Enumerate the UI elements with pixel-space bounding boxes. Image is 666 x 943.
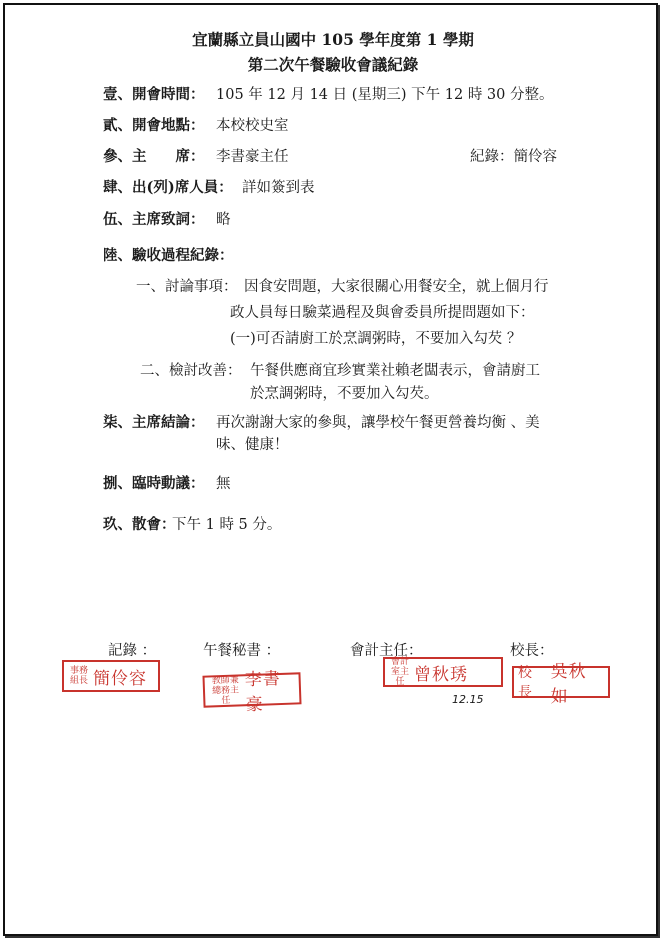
sign-recorder-label: 記錄 ： xyxy=(108,643,157,659)
stamp-secretary-title: 教師兼總務主任 xyxy=(211,675,240,707)
item-6-sub2-label: 二、檢討改善： xyxy=(140,363,242,379)
item-1-label: 壹、開會時間： xyxy=(103,86,205,103)
item-5-value: 略 xyxy=(216,212,231,228)
stamp-principal-title: 校長 xyxy=(518,665,533,701)
item-6-sub1-label: 一、討論事項： xyxy=(136,279,238,295)
item-6-label: 陸、驗收過程紀錄： xyxy=(103,247,234,264)
item-6-sub1-line2: 政人員每日驗菜過程及與會委員所提問題如下： xyxy=(230,305,535,321)
stamp-secretary-name: 李書豪 xyxy=(244,668,282,716)
item-4-value: 詳如簽到表 xyxy=(242,180,315,196)
stamp-principal-name: 吳秋如 xyxy=(550,662,587,707)
stamp-principal xyxy=(512,662,610,707)
item-4-label: 肆、出(列)席人員： xyxy=(103,179,233,196)
doc-subtitle: 第二次午餐驗收會議紀錄 xyxy=(247,55,419,74)
item-8-value: 無 xyxy=(216,476,231,492)
item-6-sub2-line2: 於烹調粥時，不要加入勾芡。 xyxy=(250,386,439,402)
stamp-recorder-name: 簡伶容 xyxy=(93,668,147,689)
item-9-value: 下午 1 時 5 分。 xyxy=(172,517,282,533)
sign-principal-label: 校長： xyxy=(510,643,554,659)
stamp-accounting-title: 會計室主任 xyxy=(390,657,409,687)
stamp-recorder-title: 事務組長 xyxy=(69,666,88,686)
stamp-secretary xyxy=(202,668,301,716)
accounting-handwritten-date: 12.15 xyxy=(452,693,484,706)
item-9-label: 玖、散會： xyxy=(103,516,176,533)
page-border xyxy=(3,3,658,936)
item-2-value: 本校校史室 xyxy=(216,118,289,134)
item-3-label: 參、主 席： xyxy=(103,148,205,165)
item-2-label: 貳、開會地點： xyxy=(103,117,205,134)
item-6-sub2-line1: 午餐供應商宜珍實業社賴老闆表示，會請廚工 xyxy=(250,363,540,379)
stamp-accounting xyxy=(383,657,503,687)
item-3-value: 李書豪主任 xyxy=(216,149,289,165)
item-7-line2: 味、健康！ xyxy=(216,437,289,453)
stamp-recorder xyxy=(62,660,160,692)
item-7-label: 柒、主席結論： xyxy=(103,414,205,431)
item-1-value: 105 年 12 月 14 日 (星期三) 下午 12 時 30 分整。 xyxy=(216,87,554,103)
item-6-sub1-question: (一)可否請廚工於烹調粥時，不要加入勾芡 ？ xyxy=(230,331,522,347)
item-8-label: 捌、臨時動議： xyxy=(103,475,205,492)
item-6-sub1-line1: 因食安問題，大家很關心用餐安全，就上個月行 xyxy=(244,279,549,295)
doc-title: 宜蘭縣立員山國中 105 學年度第 1 學期 xyxy=(192,30,474,49)
sign-secretary-label: 午餐秘書 ： xyxy=(203,643,281,659)
stamp-accounting-name: 曾秋琇 xyxy=(414,664,468,685)
item-7-line1: 再次謝謝大家的參與，讓學校午餐更營養均衡 、美 xyxy=(216,415,540,431)
item-5-label: 伍、主席致詞： xyxy=(103,211,205,228)
recorder-text: 紀錄：簡伶容 xyxy=(470,149,557,165)
sign-accounting-label: 會計主任： xyxy=(350,643,423,659)
